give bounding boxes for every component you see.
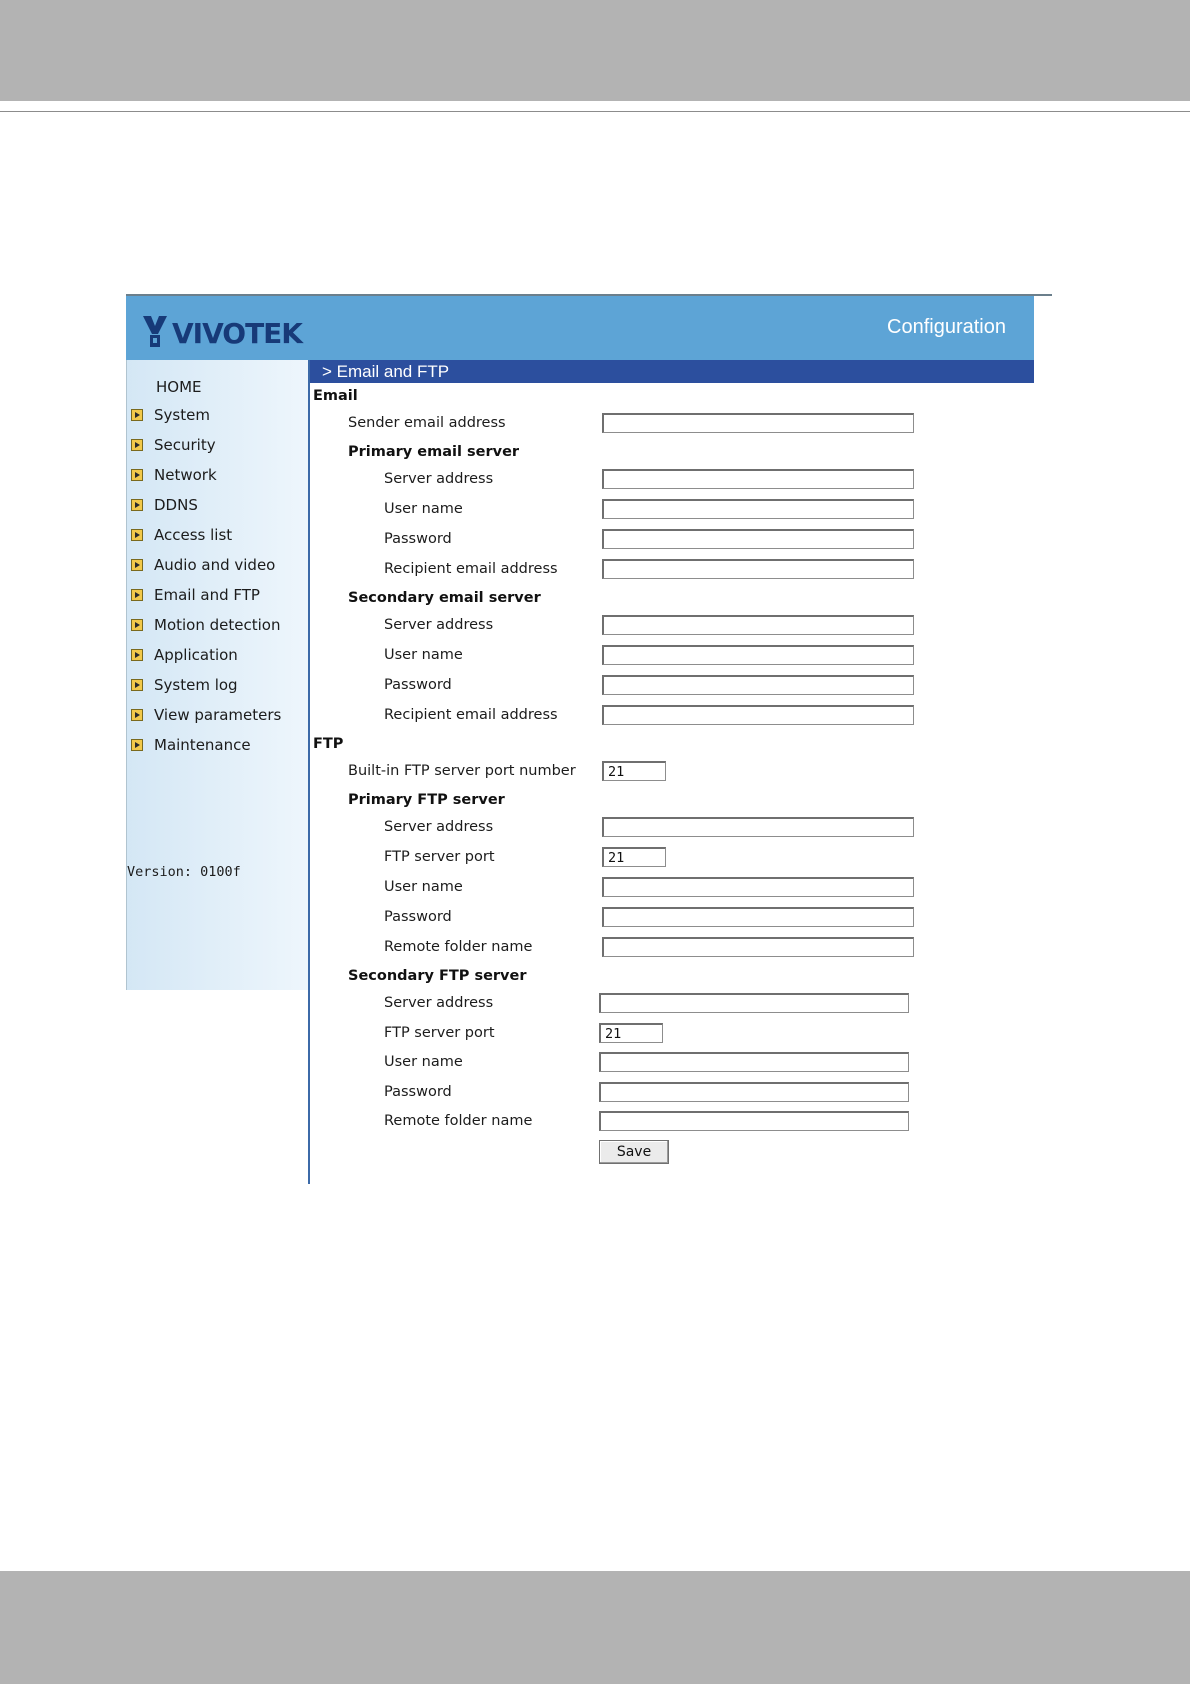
secondary-recipient-email-row [126,704,1052,730]
primary-email-user-name-label: User name [384,501,463,517]
configuration-window [126,294,1052,1184]
secondary-ftp-server-address-field[interactable] [599,993,909,1013]
sidebar-item-label: Application [154,646,238,664]
page-bottom-band [0,1571,1190,1684]
secondary-ftp-port-label: FTP server port [384,1025,495,1041]
primary-ftp-server-heading: Primary FTP server [348,792,505,808]
secondary-ftp-folder-field[interactable] [599,1111,909,1131]
secondary-ftp-folder-label: Remote folder name [384,1113,533,1129]
primary-ftp-password-label: Password [384,909,452,925]
page-title: > Email and FTP [310,360,1034,383]
primary-email-server-address-row [126,468,1052,494]
secondary-email-password-row [126,674,1052,700]
primary-email-password-label: Password [384,531,452,547]
arrow-right-icon [131,589,143,601]
secondary-ftp-user-name-label: User name [384,1054,463,1070]
arrow-right-icon [131,739,143,751]
secondary-ftp-server-address-row [126,992,1052,1018]
primary-ftp-user-name-label: User name [384,879,463,895]
primary-ftp-server-address-label: Server address [384,819,494,835]
page-top-rule [0,111,1190,112]
sidebar-item-label: Email and FTP [154,586,260,604]
sidebar-item-label: Maintenance [154,736,251,754]
secondary-recipient-email-label: Recipient email address [384,707,558,723]
sidebar-item-label: Security [154,436,216,454]
secondary-ftp-server-heading: Secondary FTP server [348,968,527,984]
ftp-section-heading: FTP [313,736,344,752]
builtin-ftp-port-label: Built-in FTP server port number [348,763,576,779]
page-top-band [0,0,1190,101]
primary-ftp-password-field[interactable] [602,907,914,927]
sidebar-item-label: Audio and video [154,556,276,574]
secondary-email-server-address-label: Server address [384,617,494,633]
sidebar-item-maintenance[interactable] [127,734,251,756]
sidebar-item-label: DDNS [154,496,198,514]
sidebar-item-label: Access list [154,526,233,544]
secondary-ftp-server-address-label: Server address [384,995,494,1011]
secondary-ftp-port-field[interactable] [599,1023,663,1043]
secondary-ftp-user-name-field[interactable] [599,1052,909,1072]
vivotek-logo[interactable] [142,308,302,348]
builtin-ftp-port-field[interactable] [602,761,666,781]
secondary-email-server-heading: Secondary email server [348,590,541,606]
sender-email-row [126,412,1052,438]
secondary-email-server-address-row [126,614,1052,640]
sender-email-field[interactable] [602,413,914,433]
primary-email-server-address-label: Server address [384,471,494,487]
primary-ftp-server-address-row [126,816,1052,842]
primary-recipient-email-field[interactable] [602,559,914,579]
primary-ftp-user-name-field[interactable] [602,877,914,897]
sender-email-label: Sender email address [348,415,506,431]
sidebar-item-label: Motion detection [154,616,281,634]
secondary-ftp-port-row [126,1022,1052,1048]
sidebar-item-label: System [154,406,210,424]
primary-ftp-folder-label: Remote folder name [384,939,533,955]
secondary-ftp-password-row [126,1081,1052,1107]
sidebar-item-label: View parameters [154,706,282,724]
firmware-version: Version: 0100f [127,864,241,880]
primary-email-password-row [126,528,1052,554]
primary-ftp-folder-field[interactable] [602,937,914,957]
primary-ftp-password-row [126,906,1052,932]
arrow-right-icon [131,439,143,451]
secondary-email-user-name-label: User name [384,647,463,663]
primary-ftp-user-name-row [126,876,1052,902]
logo-text: VIVOTEK [172,317,302,350]
primary-ftp-server-address-field[interactable] [602,817,914,837]
secondary-ftp-password-field[interactable] [599,1082,909,1102]
primary-recipient-email-row [126,558,1052,584]
primary-email-user-name-field[interactable] [602,499,914,519]
vivotek-emblem-icon [142,314,168,348]
primary-email-user-name-row [126,498,1052,524]
sidebar-item-email-and-ftp[interactable] [127,584,260,606]
secondary-ftp-folder-row [126,1110,1052,1136]
secondary-recipient-email-field[interactable] [602,705,914,725]
primary-recipient-email-label: Recipient email address [384,561,558,577]
email-section-heading: Email [313,388,358,404]
builtin-ftp-port-row [126,760,1052,786]
primary-email-server-heading: Primary email server [348,444,520,460]
configuration-label: Configuration [887,316,1006,338]
primary-ftp-folder-row [126,936,1052,962]
sidebar-item-label: Network [154,466,217,484]
secondary-ftp-user-name-row [126,1051,1052,1077]
secondary-email-server-address-field[interactable] [602,615,914,635]
primary-email-server-address-field[interactable] [602,469,914,489]
header-bar [126,296,1034,360]
save-button[interactable]: Save [599,1140,669,1164]
primary-ftp-port-row [126,846,1052,872]
secondary-email-password-field[interactable] [602,675,914,695]
sidebar-item-home[interactable]: HOME [156,378,202,396]
secondary-email-password-label: Password [384,677,452,693]
secondary-ftp-password-label: Password [384,1084,452,1100]
primary-ftp-port-label: FTP server port [384,849,495,865]
primary-email-password-field[interactable] [602,529,914,549]
primary-ftp-port-field[interactable] [602,847,666,867]
sidebar-item-label: System log [154,676,238,694]
secondary-email-user-name-field[interactable] [602,645,914,665]
secondary-email-user-name-row [126,644,1052,670]
